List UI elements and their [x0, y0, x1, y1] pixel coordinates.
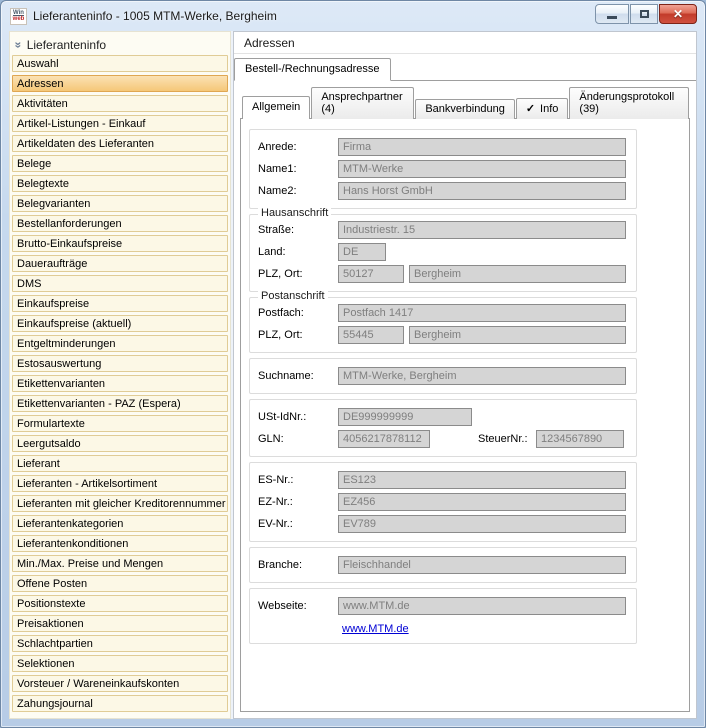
sidebar [9, 31, 231, 719]
sidebar-item[interactable]: Aktivitäten [12, 95, 228, 112]
numbers-groupbox [249, 462, 637, 542]
sidebar-item[interactable]: Belege [12, 155, 228, 172]
suchname-label: Suchname: [258, 370, 314, 382]
land-label: Land: [258, 246, 286, 258]
hausanschrift-groupbox [249, 207, 637, 292]
sidebar-item[interactable]: Lieferantenkategorien [12, 515, 228, 532]
sidebar-item[interactable]: Vorsteuer / Wareneinkaufskonten [12, 675, 228, 692]
sidebar-item[interactable]: Offene Posten [12, 575, 228, 592]
sidebar-item-auswahl[interactable]: Auswahl [12, 55, 228, 72]
sidebar-item[interactable]: Lieferanten mit gleicher Kreditorennummer [12, 495, 228, 512]
name-groupbox [249, 129, 637, 209]
sidebar-item[interactable]: Formulartexte [12, 415, 228, 432]
tab-info[interactable] [516, 98, 569, 119]
tab-allgemein[interactable] [242, 96, 310, 119]
collapse-chevron-icon: » [11, 41, 26, 48]
sidebar-item[interactable]: Bestellanforderungen [12, 215, 228, 232]
land-field[interactable] [338, 243, 386, 261]
window-controls [594, 4, 697, 24]
sidebar-item[interactable]: Positionstexte [12, 595, 228, 612]
sidebar-item[interactable]: Schlachtpartien [12, 635, 228, 652]
sidebar-item[interactable]: Daueraufträge [12, 255, 228, 272]
app-icon-text-top: Win [13, 10, 24, 16]
sidebar-item[interactable]: Belegvarianten [12, 195, 228, 212]
anrede-field[interactable] [338, 138, 626, 156]
title-bar [1, 1, 705, 31]
sidebar-item[interactable]: Belegtexte [12, 175, 228, 192]
es-nr-label: ES-Nr.: [258, 474, 294, 486]
tax-groupbox [249, 399, 637, 457]
tab-bankverbindung[interactable] [415, 99, 515, 119]
minimize-button[interactable] [595, 4, 629, 24]
sidebar-item[interactable]: Lieferant [12, 455, 228, 472]
tab-allgemein-label: Allgemein [252, 101, 301, 113]
es-nr-field[interactable] [338, 471, 626, 489]
sidebar-item[interactable]: Einkaufspreise (aktuell) [12, 315, 228, 332]
gln-label: GLN: [258, 433, 284, 445]
tab-info-label: Info [540, 102, 559, 115]
app-icon-text-bottom: web [12, 16, 25, 22]
sidebar-item[interactable]: Entgeltminderungen [12, 335, 228, 352]
steuernr-field[interactable] [536, 430, 624, 448]
tab-ansprechpartner[interactable] [311, 87, 414, 119]
gln-field[interactable] [338, 430, 430, 448]
ort-field[interactable] [409, 265, 626, 283]
webseite-groupbox [249, 588, 637, 644]
strasse-label: Straße: [258, 224, 295, 236]
postanschrift-title: Postanschrift [258, 290, 328, 302]
sidebar-header-label: Lieferanteninfo [26, 37, 107, 52]
address-tab-page [234, 80, 696, 718]
tab-aenderungsprotokoll-label: Änderungsprotokoll (39) [579, 91, 675, 115]
steuernr-label: SteuerNr.: [478, 433, 528, 445]
branche-field[interactable] [338, 556, 626, 574]
sidebar-item[interactable]: Leergutsaldo [12, 435, 228, 452]
name2-field[interactable] [338, 182, 626, 200]
plz-ort-label: PLZ, Ort: [258, 268, 303, 280]
suchname-groupbox [249, 358, 637, 394]
name1-label: Name1: [258, 163, 297, 175]
webseite-field[interactable] [338, 597, 626, 615]
name2-label: Name2: [258, 185, 297, 197]
close-icon: ✕ [672, 7, 684, 21]
ez-nr-label: EZ-Nr.: [258, 496, 293, 508]
allgemein-tab-page [240, 118, 690, 712]
restore-button[interactable] [630, 4, 658, 24]
sidebar-item[interactable]: Artikel-Listungen - Einkauf [12, 115, 228, 132]
post-plz-field[interactable] [338, 326, 404, 344]
sidebar-item-adressen[interactable]: Adressen [12, 75, 228, 92]
ustidnr-field[interactable] [338, 408, 472, 426]
sidebar-item[interactable]: Artikeldaten des Lieferanten [12, 135, 228, 152]
webseite-label: Webseite: [258, 600, 307, 612]
sidebar-item[interactable]: Etikettenvarianten - PAZ (Espera) [12, 395, 228, 412]
panel-title: Adressen [234, 32, 696, 54]
sidebar-item[interactable]: Brutto-Einkaufspreise [12, 235, 228, 252]
hausanschrift-title: Hausanschrift [258, 207, 331, 219]
postfach-field[interactable] [338, 304, 626, 322]
tab-ansprechpartner-label: Ansprechpartner (4) [321, 91, 403, 115]
strasse-field[interactable] [338, 221, 626, 239]
sidebar-item[interactable]: DMS [12, 275, 228, 292]
post-ort-field[interactable] [409, 326, 626, 344]
detail-tab-strip [240, 86, 690, 118]
check-icon: ✓ [525, 103, 536, 115]
name1-field[interactable] [338, 160, 626, 178]
branche-label: Branche: [258, 559, 303, 571]
sidebar-item[interactable]: Lieferantenkonditionen [12, 535, 228, 552]
webseite-link[interactable]: www.MTM.de [342, 623, 409, 635]
post-plz-ort-label: PLZ, Ort: [258, 329, 303, 341]
ev-nr-field[interactable] [338, 515, 626, 533]
sidebar-item[interactable]: Estosauswertung [12, 355, 228, 372]
sidebar-item[interactable]: Selektionen [12, 655, 228, 672]
tab-bestell-rechnungsadresse[interactable]: Bestell-/Rechnungsadresse [234, 58, 391, 81]
restore-icon [640, 10, 649, 18]
close-button[interactable] [659, 4, 697, 24]
sidebar-item[interactable]: Min./Max. Preise und Mengen [12, 555, 228, 572]
sidebar-item[interactable]: Etikettenvarianten [12, 375, 228, 392]
postanschrift-groupbox [249, 290, 637, 353]
anrede-label: Anrede: [258, 141, 297, 153]
app-icon [10, 8, 27, 25]
main-panel [233, 31, 697, 719]
plz-field[interactable] [338, 265, 404, 283]
sidebar-item[interactable]: Zahungsjournal [12, 695, 228, 712]
client-area [9, 31, 697, 719]
sidebar-item[interactable]: Preisaktionen [12, 615, 228, 632]
address-tab-strip [234, 54, 696, 80]
postfach-label: Postfach: [258, 307, 304, 319]
branche-groupbox [249, 547, 637, 583]
sidebar-item[interactable]: Einkaufspreise [12, 295, 228, 312]
ustidnr-label: USt-IdNr.: [258, 411, 307, 423]
sidebar-header[interactable] [12, 34, 228, 55]
window-title: Lieferanteninfo - 1005 MTM-Werke, Bergheim [33, 9, 277, 23]
sidebar-item[interactable]: Lieferanten - Artikelsortiment [12, 475, 228, 492]
minimize-icon [607, 16, 617, 19]
suchname-field[interactable] [338, 367, 626, 385]
ez-nr-field[interactable] [338, 493, 626, 511]
tab-bankverbindung-label: Bankverbindung [425, 103, 505, 115]
ev-nr-label: EV-Nr.: [258, 518, 293, 530]
tab-aenderungsprotokoll[interactable] [569, 87, 689, 119]
